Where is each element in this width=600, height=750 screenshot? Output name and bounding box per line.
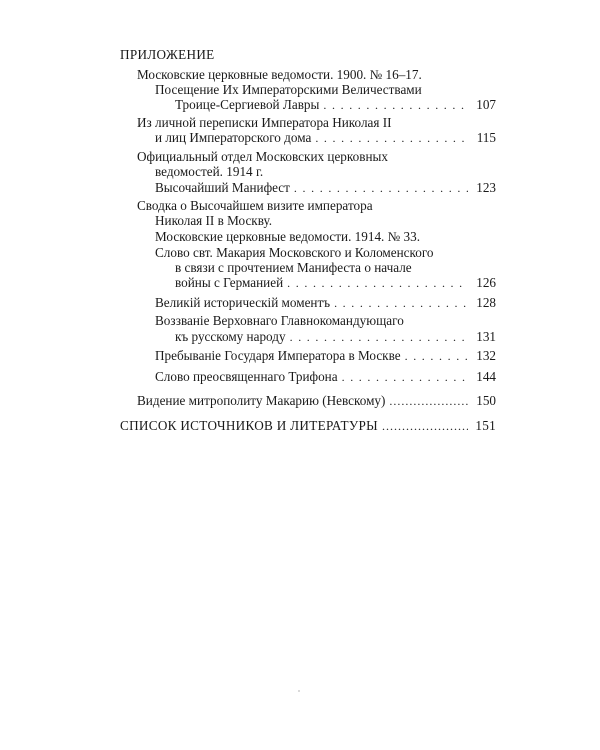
- toc-group-heading: Официальный отдел Московских церковных: [137, 149, 388, 164]
- toc-entry[interactable]: [175, 274, 496, 292]
- section-title: ПРИЛОЖЕНИЕ: [120, 47, 215, 62]
- toc-entry-title: и лиц Императорского дома: [155, 130, 312, 145]
- toc-entry[interactable]: [175, 328, 496, 346]
- toc-entry-title: Высочайший Манифест: [155, 180, 290, 195]
- dot-leader: [342, 369, 468, 386]
- toc-entry-title: Слово преосвященнаго Трифона: [155, 369, 338, 384]
- page-number: 131: [476, 329, 496, 344]
- toc-group-heading: Сводка о Высочайшем визите императора: [137, 198, 373, 213]
- toc-group-heading: Николая II в Москву.: [155, 213, 273, 228]
- toc-entry[interactable]: [155, 179, 496, 197]
- page-number: 128: [476, 295, 496, 310]
- page-number: 144: [476, 369, 496, 384]
- page-number: 126: [476, 275, 496, 290]
- page-number: 150: [476, 393, 496, 408]
- toc-entry[interactable]: [155, 368, 496, 386]
- toc-group-heading: ведомостей. 1914 г.: [155, 164, 264, 179]
- toc-entry[interactable]: [155, 129, 496, 147]
- toc-entry-title: Пребываніе Государя Императора в Москве: [155, 348, 401, 363]
- dot-leader: [323, 97, 468, 114]
- dot-leader: [382, 418, 468, 435]
- toc-entry[interactable]: [175, 96, 496, 114]
- toc-entry-title: в связи с прочтением Манифеста о начале: [175, 260, 412, 275]
- toc-entry[interactable]: [137, 392, 496, 410]
- toc-entry[interactable]: [120, 417, 496, 435]
- page-number: 123: [476, 180, 496, 195]
- toc-entry[interactable]: [155, 294, 496, 312]
- toc-entry[interactable]: [155, 347, 496, 365]
- dot-leader: [287, 275, 468, 292]
- toc-source: Московские церковные ведомости. 1914. № 33.: [155, 229, 420, 244]
- page-number: 151: [475, 418, 496, 433]
- toc-entry-title: къ русскому народу: [175, 329, 286, 344]
- dot-leader: [290, 329, 468, 346]
- page-number: 132: [476, 348, 496, 363]
- bibliography-title: СПИСОК ИСТОЧНИКОВ И ЛИТЕРАТУРЫ: [120, 418, 378, 433]
- dot-leader: [334, 295, 468, 312]
- page-number: 107: [476, 97, 496, 112]
- toc-entry-title: Воззваніе Верховнаго Главнокомандующаго: [155, 313, 404, 328]
- toc-entry-title: войны с Германией: [175, 275, 284, 290]
- toc-entry-title: Великій историческій моментъ: [155, 295, 331, 310]
- toc-entry-title: Троице-Сергиевой Лавры: [175, 97, 320, 112]
- page-number: 115: [476, 130, 496, 145]
- toc-entry-title: Слово свт. Макария Московского и Коломенского: [155, 245, 434, 260]
- dot-leader: [294, 180, 468, 197]
- dot-leader: [405, 348, 468, 365]
- scan-speck: [298, 690, 300, 692]
- toc-group-heading: Московские церковные ведомости. 1900. № 16–17.: [137, 67, 422, 82]
- toc-entry-title: Посещение Их Императорскими Величествами: [155, 82, 422, 97]
- dot-leader: [389, 393, 468, 410]
- toc-group-heading: Из личной переписки Императора Николая II: [137, 115, 392, 130]
- toc-entry-title: Видение митрополиту Макарию (Невскому): [137, 393, 386, 408]
- dot-leader: [315, 130, 468, 147]
